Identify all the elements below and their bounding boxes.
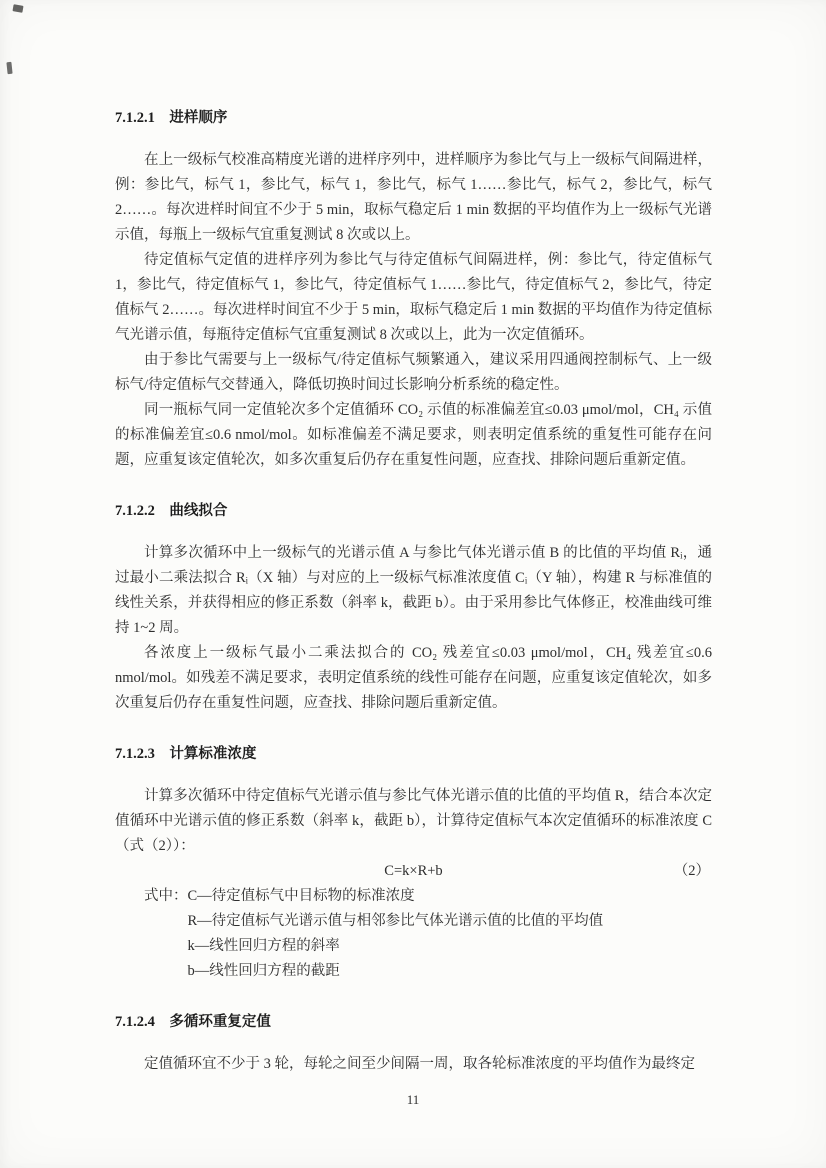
where-item: b—线性回归方程的截距 [187,963,340,979]
paragraph: 在上一级标气校准高精度光谱的进样序列中，进样顺序为参比气与上一级标气间隔进样，例：参比气，标气 1，参比气，标气 1，参比气，标气 1……参比气，标气 2，参比气，标气 2……。每次进样时间宜不少于 5 min，取标气稳定后 1 min 数据的平均值作为上一级标气光谱示值，每瓶上一级标气宜重复测试 8 次或以上。 [115,152,712,243]
formula-definitions [115,884,712,984]
equation-formula: C=k×R+b [384,863,443,879]
section-heading-7-1-2-2: 7.1.2.2 曲线拟合 [115,503,228,519]
scan-artifact [12,4,23,13]
equation-number: （2） [673,863,710,879]
paragraph: 计算多次循环中上一级标气的光谱示值 A 与参比气体光谱示值 B 的比值的平均值 Rᵢ，通过最小二乘法拟合 Rᵢ（X 轴）与对应的上一级标气标准浓度值 Cᵢ（Y 轴），构建 R 与标准值的线性关系，并获得相应的修正系数（斜率 k，截距 b）。由于采用参比气体修正，校准曲线可维持 1~2 周。 [115,545,712,636]
paragraph: 计算多次循环中待定值标气光谱示值与参比气体光谱示值的比值的平均值 R，结合本次定值循环中光谱示值的修正系数（斜率 k，截距 b），计算待定值标气本次定值循环的标准浓度 C（式（2））： [115,788,712,854]
section-heading-7-1-2-4: 7.1.2.4 多循环重复定值 [115,1014,271,1030]
where-item: R—待定值标气光谱示值与相邻参比气体光谱示值的比值的平均值 [187,913,604,929]
page-number: 11 [406,1092,420,1107]
paragraph: 待定值标气定值的进样序列为参比气与待定值标气间隔进样，例：参比气，待定值标气 1，参比气，待定值标气 1，参比气，待定值标气 1……参比气，待定值标气 2，参比气，待定值标气 2……。每次进样时间宜不少于 5 min，取标气稳定后 1 min 数据的平均值作为待定值标气光谱示值，每瓶待定值标气宜重复测试 8 次或以上，此为一次定值循环。 [115,252,712,343]
scan-artifact [6,62,12,74]
equation [115,859,712,884]
paragraph: 定值循环宜不少于 3 轮，每轮之间至少间隔一周，取各轮标准浓度的平均值作为最终定 [144,1056,695,1072]
where-line [144,884,712,909]
page-content [115,106,712,1077]
section-heading-7-1-2-3: 7.1.2.3 计算标准浓度 [115,746,257,762]
paragraph: 由于参比气需要与上一级标气/待定值标气频繁通入，建议采用四通阀控制标气、上一级标气/待定值标气交替通入，降低切换时间过长影响分析系统的稳定性。 [115,352,712,393]
paragraph: 同一瓶标气同一定值轮次多个定值循环 CO₂ 示值的标准偏差宜≤0.03 μmol/mol，CH₄ 示值的标准偏差宜≤0.6 nmol/mol。如标准偏差不满足要求，则表明定值系统的重复性可能存在问题，应重复该定值轮次，如多次重复后仍存在重复性问题，应查找、排除问题后重新定值。 [115,402,712,468]
paragraph: 各浓度上一级标气最小二乘法拟合的 CO₂ 残差宜≤0.03 μmol/mol，CH₄ 残差宜≤0.6 nmol/mol。如残差不满足要求，表明定值系统的线性可能存在问题，应重复该定值轮次，如多次重复后仍存在重复性问题，应查找、排除问题后重新定值。 [115,645,712,711]
where-item: C—待定值标气中目标物的标准浓度 [187,888,415,904]
where-label: 式中： [144,888,188,904]
where-item: k—线性回归方程的斜率 [187,938,340,954]
section-heading-7-1-2-1: 7.1.2.1 进样顺序 [115,110,228,126]
